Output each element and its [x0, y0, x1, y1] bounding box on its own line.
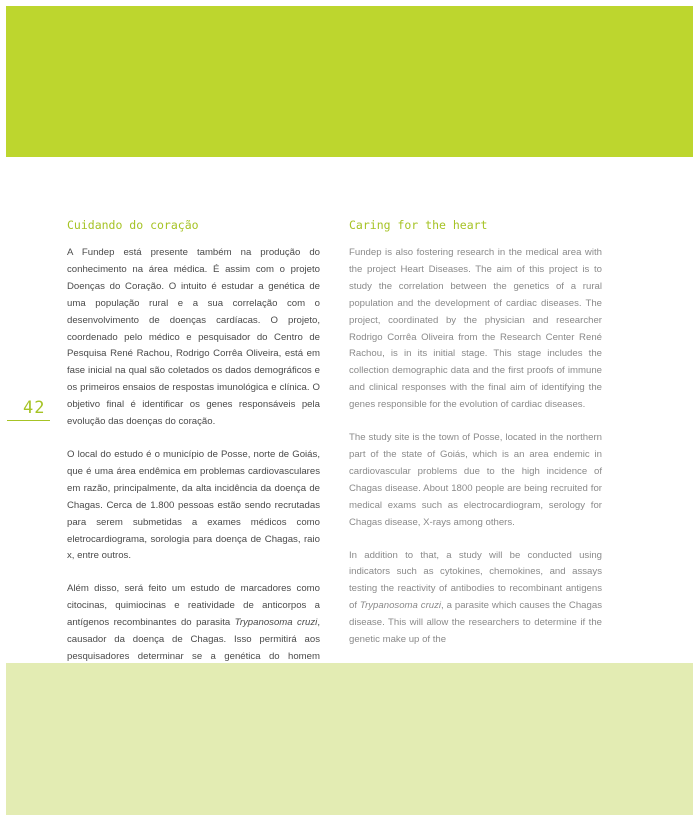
portuguese-heading: Cuidando do coração — [67, 218, 199, 232]
english-heading: Caring for the heart — [349, 218, 488, 232]
page-number-rule — [7, 420, 50, 421]
footer-color-band — [6, 663, 693, 815]
english-column — [349, 217, 602, 665]
english-paragraph-2: The study site is the town of Posse, located in the northern part of the state of Goiás, which is an area endemic in cardiovascular problems due to the high incidence of Chagas disease. About 1800 people are being recruited for medical exams such as electrocardiogram, serology for Chagas disease, X-rays among others. — [349, 432, 602, 528]
header-color-band — [6, 6, 693, 157]
portuguese-species-name: Trypanosoma cruzi — [234, 617, 318, 629]
english-paragraph-3-end: , a parasite which causes the Chagas disease. This will allow the researchers to determine if the genetic make up of the — [349, 600, 602, 646]
portuguese-paragraph-1: A Fundep está presente também na produção do conhecimento na área médica. É assim com o projeto Doenças do Coração. O intuito é estudar a genética de uma população rural e a sua correlação com o desenvolvimento de doenças cardíacas. O projeto, coordenado pelo médico e pesquisador do Centro de Pesquisa René Rachou, Rodrigo Corrêa Oliveira, está em fase inicial na qual são coletados os dados demográficos e os primeiros ensaios de respostas imunológica e clínica. O objetivo final é identificar os genes responsáveis pela evolução das doenças do coração. — [67, 247, 320, 428]
english-species-name: Trypanosoma cruzi — [359, 600, 442, 612]
portuguese-paragraph-3-start: Além disso, será feito um estudo de marcadores como citocinas, quimiocinas e reatividade de anticorpos a antígenos recombinantes do parasita — [67, 583, 320, 629]
portuguese-paragraph-3-end: , causador da doença de Chagas. Isso permitirá aos pesquisadores determinar se a genética do homem — [67, 617, 320, 662]
page-number: 42 — [23, 398, 46, 418]
portuguese-column — [67, 217, 320, 699]
english-paragraph-1: Fundep is also fostering research in the medical area with the project Heart Diseases. The aim of this project is to study the correlation between the genetics of a rural population and the development of cardiac diseases. The project, coordinated by the physician and researcher Rodrigo Corrêa Oliveira from the Research Center René Rachou, is in its initial stage. This stage includes the collection demographic data and the first proofs of immune and clinical responses with the final aim of identifying the genes responsible for the evolution of cardiac diseases. — [349, 247, 602, 411]
english-paragraph-3-start: In addition to that, a study will be conducted using indicators such as cytokines, chemokines, and assays testing the reactivity of antibodies to recombinant antigens of — [349, 549, 602, 612]
english-paragraph-3 — [349, 548, 602, 649]
portuguese-paragraph-2: O local do estudo é o município de Posse, norte de Goiás, que é uma área endêmica em problemas cardiovasculares em razão, principalmente, da alta incidência da doença de Chagas. Cerca de 1.800 pessoas estão sendo recrutadas para serem submetidas a exames médicos como eletrocardiograma, sorologia para doença de Chagas, raio x, entre outros. — [67, 448, 320, 562]
